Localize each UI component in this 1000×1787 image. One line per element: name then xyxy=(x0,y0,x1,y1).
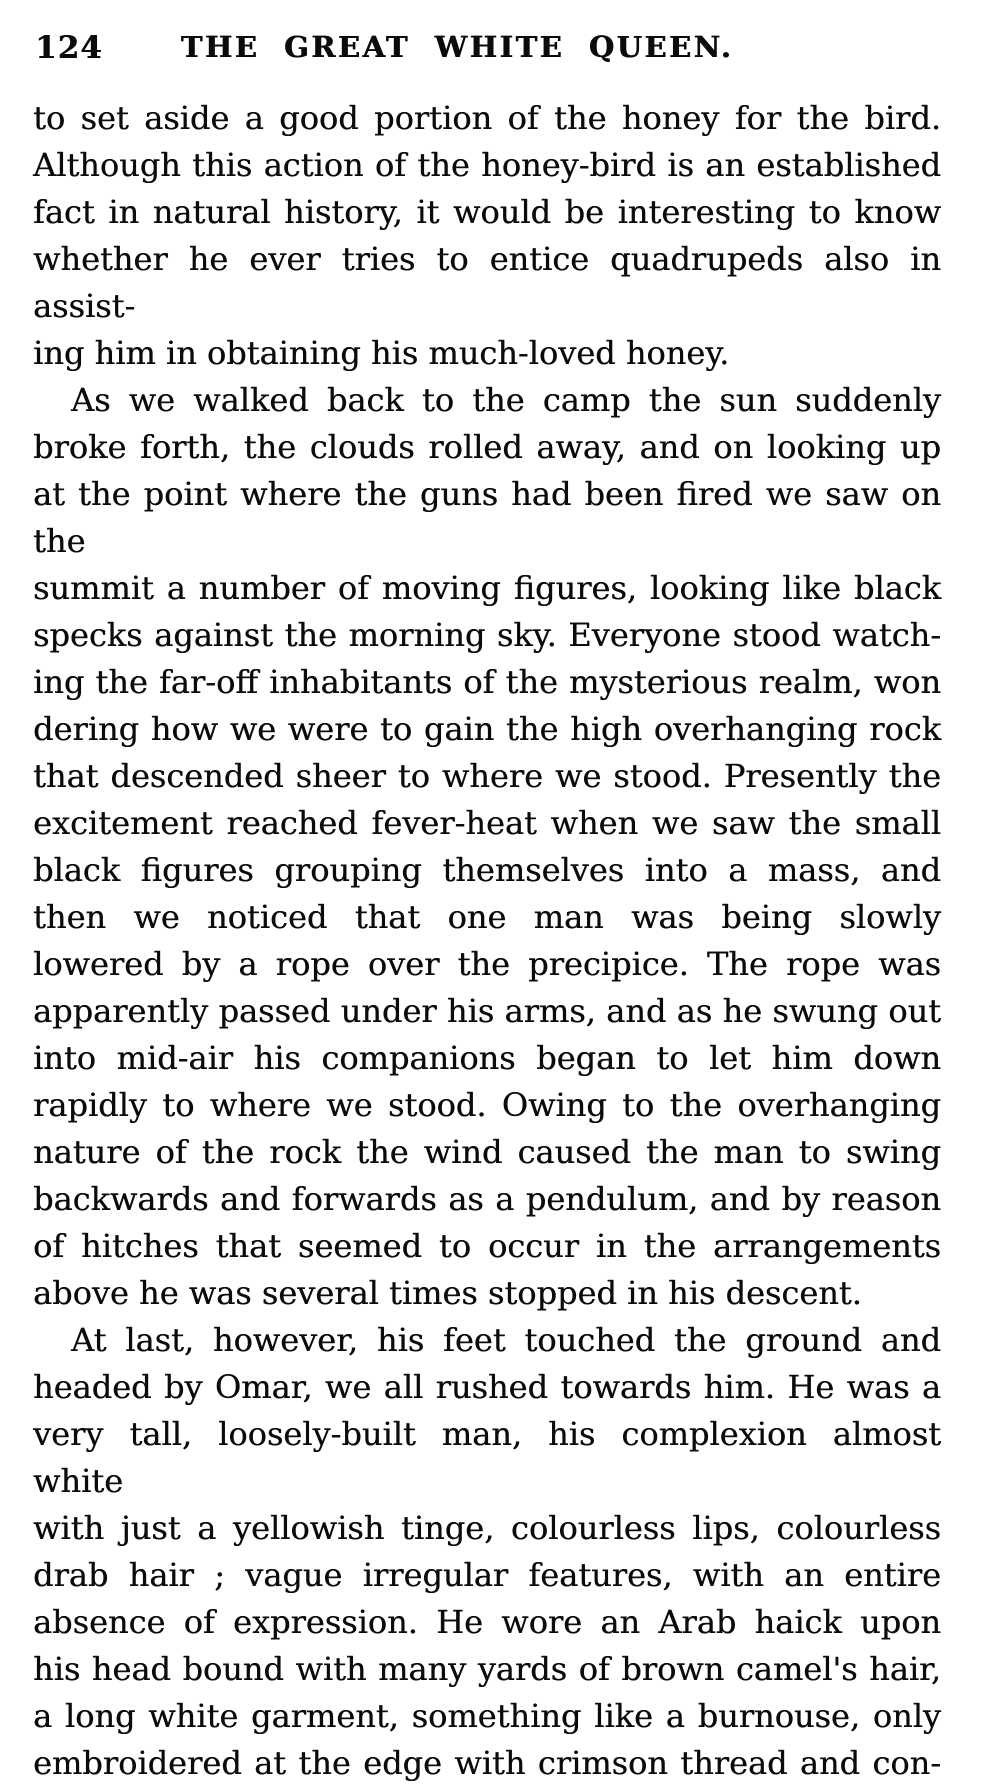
paragraph xyxy=(33,377,941,1317)
text-line: Although this action of the honey-bird is an established xyxy=(33,146,941,184)
text-line: ing the far-off inhabitants of the mysterious realm, won xyxy=(33,663,941,701)
text-line: specks against the morning sky. Everyone stood watch- xyxy=(33,616,941,654)
text-line: black figures grouping themselves into a mass, and xyxy=(33,851,941,889)
text-line: apparently passed under his arms, and as he swung out xyxy=(33,992,941,1030)
running-title: THE GREAT WHITE QUEEN. xyxy=(180,30,734,64)
paragraph xyxy=(33,95,941,377)
text-line: summit a number of moving figures, looking like black xyxy=(33,569,941,607)
text-line: lowered by a rope over the precipice. The rope was xyxy=(33,945,941,983)
text-line: At last, however, his feet touched the ground and xyxy=(71,1321,941,1359)
text-line: his head bound with many yards of brown camel's hair, xyxy=(33,1650,941,1688)
text-line: embroidered at the edge with crimson thread and con- xyxy=(33,1744,941,1782)
text-line: As we walked back to the camp the sun suddenly xyxy=(71,381,941,419)
text-line: ing him in obtaining his much-loved honey. xyxy=(33,334,730,372)
text-line: excitement reached fever-heat when we saw the small xyxy=(33,804,941,842)
paragraph xyxy=(33,1317,941,1787)
text-line: a long white garment, something like a burnouse, only xyxy=(33,1697,941,1735)
text-line: absence of expression. He wore an Arab haick upon xyxy=(33,1603,941,1641)
text-line: very tall, loosely-built man, his complexion almost white xyxy=(33,1415,941,1500)
text-line: with just a yellowish tinge, colourless lips, colourless xyxy=(33,1509,941,1547)
page-body xyxy=(33,95,941,1787)
text-line: above he was several times stopped in his descent. xyxy=(33,1274,862,1312)
text-line: nature of the rock the wind caused the man to swing xyxy=(33,1133,941,1171)
text-line: then we noticed that one man was being slowly xyxy=(33,898,941,936)
text-line: rapidly to where we stood. Owing to the overhanging xyxy=(33,1086,941,1124)
text-line: whether he ever tries to entice quadrupeds also in assist- xyxy=(33,240,941,325)
page-number: 124 xyxy=(35,30,103,66)
text-line: that descended sheer to where we stood. Presently the xyxy=(33,757,941,795)
text-line: into mid-air his companions began to let him down xyxy=(33,1039,941,1077)
text-line: drab hair ; vague irregular features, with an entire xyxy=(33,1556,941,1594)
text-line: to set aside a good portion of the honey for the bird. xyxy=(33,99,941,137)
text-line: at the point where the guns had been fired we saw on the xyxy=(33,475,941,560)
text-line: dering how we were to gain the high overhanging rock xyxy=(33,710,941,748)
page-header xyxy=(33,28,941,68)
text-line: backwards and forwards as a pendulum, and by reason xyxy=(33,1180,941,1218)
text-line: of hitches that seemed to occur in the arrangements xyxy=(33,1227,941,1265)
text-line: broke forth, the clouds rolled away, and on looking up xyxy=(33,428,941,466)
text-line: fact in natural history, it would be interesting to know xyxy=(33,193,941,231)
text-line: headed by Omar, we all rushed towards him. He was a xyxy=(33,1368,941,1406)
